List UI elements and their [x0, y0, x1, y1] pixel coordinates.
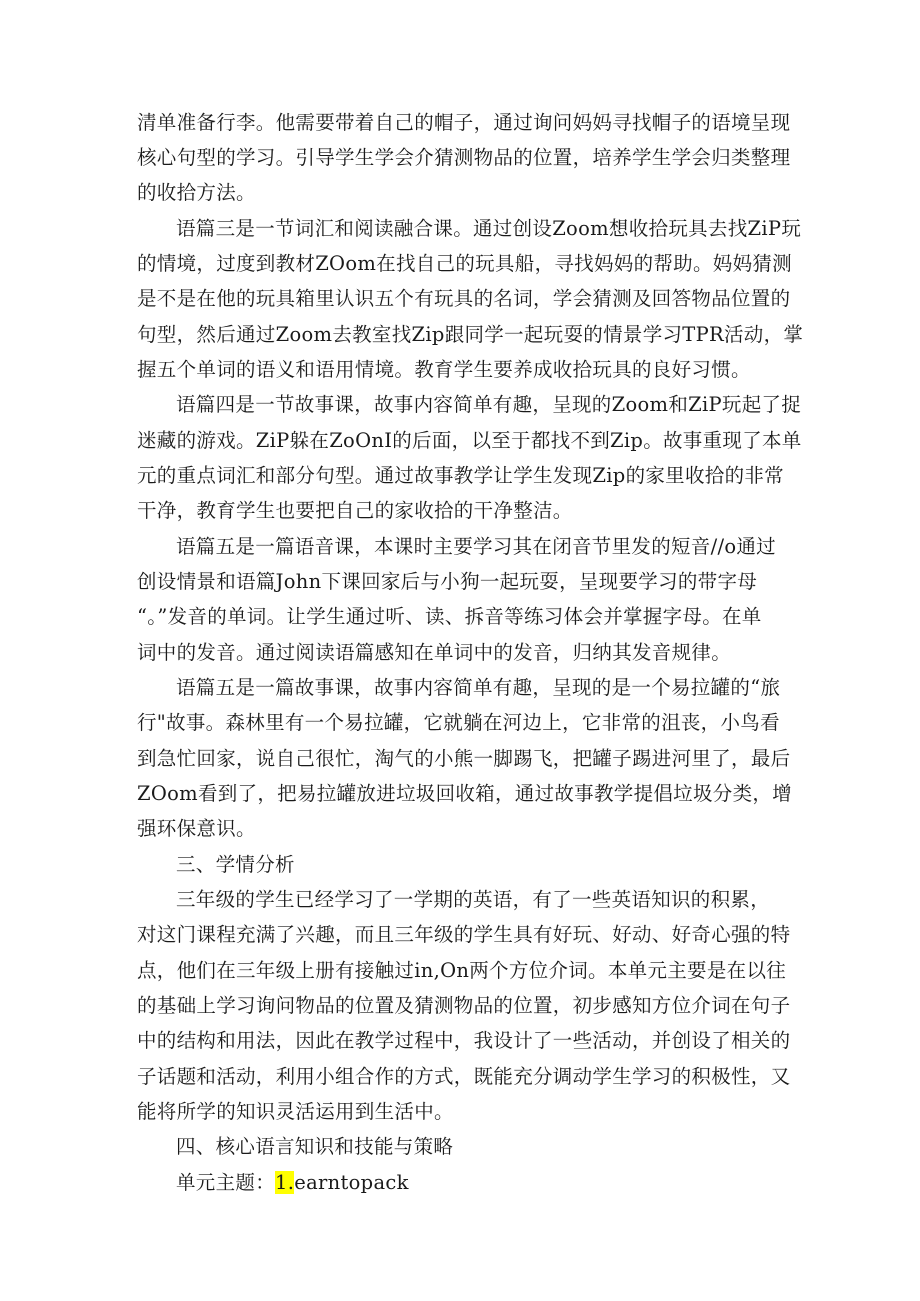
- paragraph-first-line: 语篇五是一篇故事课，故事内容简单有趣，呈现的是一个易拉罐的“旅: [176, 676, 781, 699]
- highlighted-text: 1.: [275, 1171, 295, 1194]
- text-line: 清单准备行李。他需要带着自己的帽子，通过询问妈妈寻找帽子的语境呈现: [137, 111, 791, 134]
- text-line: 句型，然后通过Zoom去教室找Zip跟同学一起玩耍的情景学习TPR活动，掌: [137, 323, 804, 346]
- section-heading: 四、核心语言知识和技能与策略: [176, 1135, 454, 1158]
- text-line: 行"故事。森林里有一个易拉罐，它就躺在河边上，它非常的沮丧，小鸟看: [137, 711, 780, 734]
- text-line: 对这门课程充满了兴趣，而且三年级的学生具有好玩、好动、好奇心强的特: [137, 923, 791, 946]
- text-line: ZOom看到了，把易拉罐放进垃圾回收箱，通过故事教学提倡垃圾分类，增: [137, 782, 792, 805]
- text-line: 核心句型的学习。引导学生学会介猜测物品的位置，培养学生学会归类整理: [137, 146, 791, 169]
- text-line: 强环保意识。: [137, 817, 256, 840]
- text-line: 的收拾方法。: [137, 181, 256, 204]
- text-line: 词中的发音。通过阅读语篇感知在单词中的发音，归纳其发音规律。: [137, 641, 732, 664]
- text-line: 的情境，过度到教材ZOom在找自己的玩具船，寻找妈妈的帮助。妈妈猜测: [137, 252, 792, 275]
- text-line: 创设情景和语篇John下课回家后与小狗一起玩耍，呈现要学习的带字母: [137, 570, 758, 593]
- text-line: 元的重点词汇和部分句型。通过故事教学让学生发现Zip的家里收拾的非常: [137, 464, 784, 487]
- text-line: 到急忙回家，说自己很忙，淘气的小熊一脚踢飞，把罐子踢进河里了，最后: [137, 747, 791, 770]
- text-line: 干净，教育学生也要把自己的家收拾的干净整洁。: [137, 499, 573, 522]
- paragraph-first-line: 三年级的学生已经学习了一学期的英语，有了一些英语知识的积累，: [176, 888, 771, 911]
- unit-theme-line: [0, 1166, 920, 1200]
- text-line: 能将所学的知识灵活运用到生活中。: [137, 1100, 454, 1123]
- text-line: 迷藏的游戏。ZiP躲在ZoOnI的后面，以至于都找不到Zip。故事重现了本单: [137, 429, 802, 452]
- paragraph-first-line: 语篇五是一篇语音课，本课时主要学习其在闭音节里发的短音//o通过: [176, 535, 776, 558]
- section-heading: 三、学情分析: [176, 853, 295, 876]
- text-line: “。”发音的单词。让学生通过听、读、拆音等练习体会并掌握字母。在单: [137, 605, 762, 628]
- text-line: 子话题和活动，利用小组合作的方式，既能充分调动学生学习的积极性，又: [137, 1065, 791, 1088]
- text-line: 握五个单词的语义和语用情境。教育学生要养成收拾玩具的良好习惯。: [137, 358, 751, 381]
- paragraph-first-line: 语篇四是一节故事课，故事内容简单有趣，呈现的Zoom和ZiP玩起了捉: [176, 393, 802, 416]
- paragraph-first-line: 语篇三是一节词汇和阅读融合课。通过创设Zoom想收拾玩具去找ZiP玩: [176, 217, 802, 240]
- unit-theme-label: 单元主题：: [176, 1171, 276, 1194]
- text-line: 点，他们在三年级上册有接触过in,On两个方位介词。本单元主要是在以往: [137, 959, 787, 982]
- text-line: 是不是在他的玩具箱里认识五个有玩具的名词，学会猜测及回答物品位置的: [137, 287, 791, 310]
- unit-theme-value: earntopack: [294, 1171, 409, 1194]
- text-line: 的基础上学习询问物品的位置及猜测物品的位置，初步感知方位介词在句子: [137, 994, 791, 1017]
- text-line: 中的结构和用法，因此在教学过程中，我设计了一些活动，并创设了相关的: [137, 1029, 791, 1052]
